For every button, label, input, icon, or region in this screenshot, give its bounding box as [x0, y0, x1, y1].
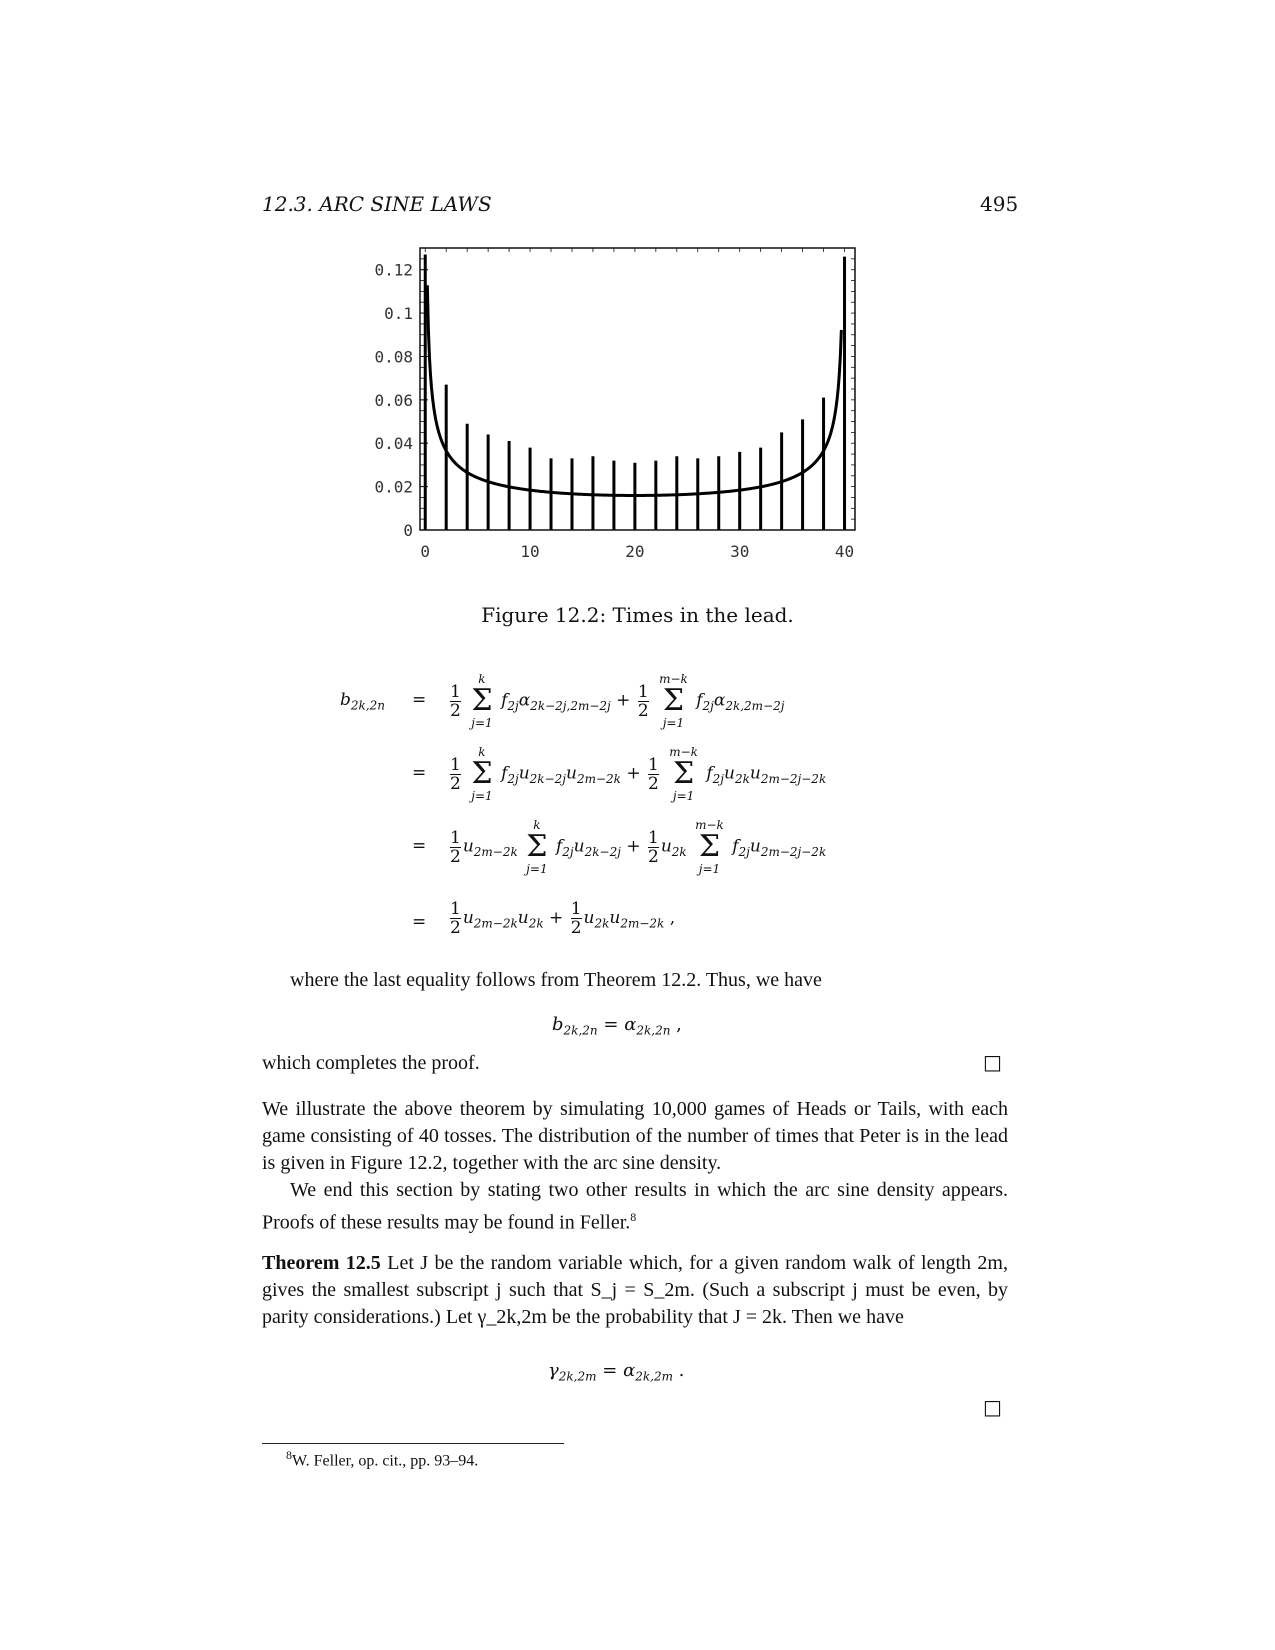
equation-line-3: = $\frac{1}{2}$ $u_{2m-2k}$ k Σ j=1 $f_{2j}u_{2k-2j}$ + $\frac{1}{2}$ $u_{2k}$ m−k Σ j=1 $f_{2j}u_{2m-2j-2k}$: [412, 818, 827, 876]
y-tick-label: 0.02: [374, 477, 413, 497]
page-number: 495: [980, 192, 1019, 216]
x-tick-label: 0: [420, 542, 431, 561]
paragraph-feller: We end this section by stating two other results in which the arc sine density appears. Proofs of these results may be found in Feller.$^8$: [262, 1179, 1008, 1234]
text-after-equations: where the last equality follows from Theorem 12.2. Thus, we have: [290, 969, 822, 991]
qed-symbol-2: □: [983, 1395, 1002, 1419]
equation-line-4: = $\frac{1}{2}$ $u_{2m-2k}u_{2k}$ + $\frac{1}{2}$ $u_{2k}u_{2m-2k}$ ,: [412, 899, 676, 938]
paragraph-simulation: We illustrate the above theorem by simulating 10,000 games of Heads or Tails, with each game consisting of 40 tosses. The distribution of the number of times that Peter is in the lead is given in Figure 12.2, together with the arc sine density.: [262, 1098, 1008, 1174]
display-equation-b-alpha: $b_{2k,2n} = \alpha_{2k,2n}$ ,: [552, 1014, 682, 1038]
footnote: $^8$W. Feller, op. cit., pp. 93–94.: [286, 1448, 479, 1470]
theorem-label: Theorem 12.5: [262, 1252, 381, 1274]
y-tick-label: 0.1: [384, 304, 413, 324]
y-tick-label: 0.12: [374, 260, 413, 280]
proof-completion: which completes the proof.: [262, 1052, 480, 1074]
y-tick-label: 0.06: [374, 390, 413, 410]
figure-caption: Figure 12.2: Times in the lead.: [481, 603, 794, 627]
display-equation-gamma: $\gamma_{2k,2m} = \alpha_{2k,2m}$ .: [548, 1360, 685, 1384]
y-tick-label: 0.04: [374, 434, 413, 454]
y-tick-label: 0: [403, 521, 413, 540]
y-tick-label: 0.08: [374, 347, 413, 367]
footnote-rule: [262, 1443, 564, 1444]
x-tick-label: 20: [625, 542, 645, 561]
theorem-12-5: Theorem 12.5 Let J be the random variable which, for a given random walk of length 2m, gives the smallest subscript j such that S_j = S_2m. (Such a subscript j must be even, by parity considerations.) Let γ_2k,2m be the probability that J = 2k. Then we have: [262, 1252, 1008, 1328]
equation-line-2: = $\frac{1}{2}$ k Σ j=1 $f_{2j}u_{2k-2j}u_{2m-2k}$ + $\frac{1}{2}$ m−k Σ j=1 $f_{2j}u_{2k}u_{2m-2j-2k}$: [412, 745, 827, 803]
x-tick-label: 30: [730, 542, 750, 561]
plot-frame: [420, 248, 855, 530]
running-header-section: 12.3. ARC SINE LAWS: [262, 192, 492, 216]
footnote-ref: 8: [630, 1210, 637, 1224]
x-tick-label: 10: [520, 542, 540, 561]
qed-symbol: □: [983, 1050, 1002, 1074]
equation-line-1: $b_{2k,2n}$ = $\frac{1}{2}$ k Σ j=1 $f_{2j}\alpha_{2k-2j,2m-2j}$ + $\frac{1}{2}$ m−k Σ j=1 $f_{2j}\alpha_{2k,2m-2j}$: [340, 672, 785, 730]
times-in-lead-chart: [355, 238, 915, 578]
x-tick-label: 40: [834, 542, 855, 561]
